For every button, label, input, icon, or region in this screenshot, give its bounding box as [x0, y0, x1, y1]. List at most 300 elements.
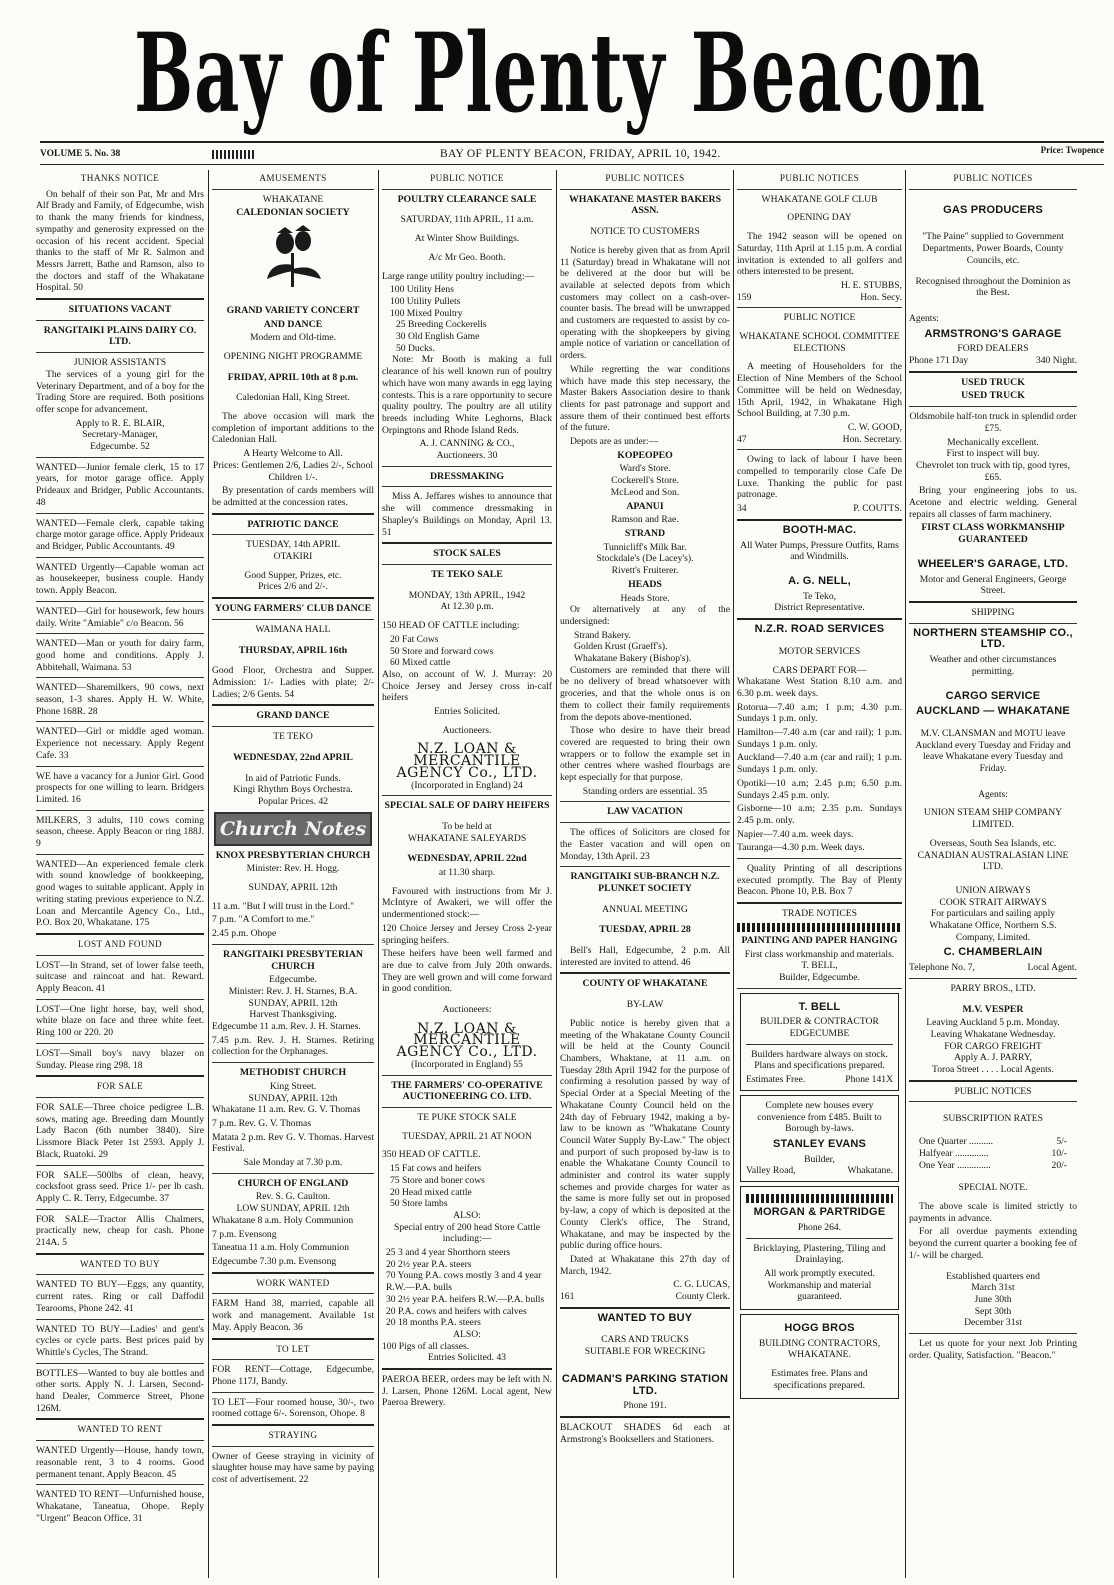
- notice-body: SUITABLE FOR WRECKING: [584, 1346, 706, 1358]
- timetable-row: Opotiki—10 a.m; 2.45 p.m; 6.50 p.m. Sundays 2.45 p.m. only.: [737, 777, 902, 801]
- event-title: PATRIOTIC DANCE: [247, 518, 339, 530]
- classified-ad: WANTED Urgently—Capable woman act as housekeeper, business couple. Handy town. Apply Beacon.: [36, 561, 204, 597]
- notice-title: WANTED TO BUY: [597, 1311, 693, 1324]
- notice-note: (Incorporated in England) 55: [411, 1058, 523, 1070]
- notice-subtitle: ANNUAL MEETING: [602, 903, 688, 915]
- ad-body: Leaving Whakatane Wednesday.: [930, 1028, 1056, 1040]
- advertiser-phone: Phone 264.: [797, 1221, 842, 1233]
- church-date: LOW SUNDAY, APRIL 12th: [236, 1203, 350, 1215]
- column-rule: [208, 170, 209, 1578]
- section-heading: LOST AND FOUND: [77, 938, 163, 949]
- ad-body: "The Paine" supplied to Government Departments, Power Boards, County Councils, etc.: [922, 231, 1064, 266]
- ad-body: Leaving Auckland 5 p.m. Monday.: [926, 1017, 1060, 1029]
- masthead: [20, 8, 1100, 140]
- ad-body: Estimates free. Plans and specifications prepared.: [771, 1368, 868, 1391]
- ad-body: Agents:: [978, 788, 1008, 800]
- classified-ad: FOR SALE—Tractor Allis Chalmers, practically new, cheap for cash. Phone 214A. 5: [36, 1213, 204, 1249]
- list-item: 20 2½ year P.A. steers: [386, 1258, 472, 1270]
- thistle-icon: [212, 225, 374, 299]
- event-note: Popular Prices. 42: [257, 795, 329, 807]
- notice-title: POULTRY CLEARANCE SALE: [397, 193, 537, 205]
- ad-body: Apply A. J. PARRY,: [954, 1052, 1032, 1064]
- nz-loan-logo: N.Z. LOAN & MERCANTILE AGENCY Co., LTD.: [396, 741, 538, 781]
- advertiser-name: HOGG BROS: [784, 1322, 855, 1335]
- church-service: 7 p.m. "A Comfort to me.": [212, 914, 315, 926]
- price: Price: Twopence: [1040, 145, 1104, 155]
- list-item: 70 Young P.A. cows mostly 3 and 4 year R.W.—P.A. bulls: [386, 1270, 542, 1294]
- ad-subheading: EDGECUMBE: [789, 1028, 850, 1040]
- dateline-bar: [40, 141, 1104, 165]
- column-5: [737, 170, 902, 1580]
- church-service: 7.45 p.m. Rev. J. H. Starnes. Retiring collection for the Orphanages.: [212, 1034, 374, 1058]
- classified-ad: LOST—Small boy's navy blazer on Sunday. Please ring 298. 18: [36, 1047, 204, 1071]
- advertiser-phone: Telephone No. 7, Local Agent.: [909, 962, 1077, 974]
- section-heading: WANTED TO BUY: [80, 1258, 160, 1269]
- notice-note: (Incorporated in England) 24: [411, 779, 523, 791]
- church-service: Edgecumbe 11 a.m. Rev. J. H. Starnes.: [212, 1021, 361, 1033]
- church-service: 2.45 p.m. Ohope: [212, 928, 277, 940]
- ad-body: Estimates Free. Phone 141X: [746, 1074, 893, 1086]
- event-title: AND DANCE: [263, 318, 323, 330]
- notice-signature: Auctioneers. 30: [436, 450, 498, 462]
- depot: Golden Krust (Graeff's).: [574, 641, 668, 653]
- org-name: WHAKATANE: [262, 193, 324, 205]
- nz-loan-logo: N.Z. LOAN & MERCANTILE AGENCY Co., LTD.: [396, 1020, 538, 1061]
- event-note: OPENING NIGHT PROGRAMME: [223, 350, 363, 362]
- church-notes-banner: Church Notes: [214, 812, 372, 846]
- section-heading: WORK WANTED: [256, 1277, 330, 1288]
- timetable-row: Tauranga—4.30 p.m. Week days.: [737, 842, 865, 854]
- ad-body: Builder, Edgecumbe.: [779, 971, 860, 983]
- timetable-row: Napier—7.40 a.m. week days.: [737, 828, 854, 840]
- notice-body: Bell's Hall, Edgecumbe, 2 p.m. All interested are invited to attend. 46: [560, 945, 730, 968]
- issue-date: BAY OF PLENTY BEACON, FRIDAY, APRIL 10, 1942.: [440, 148, 721, 160]
- advertiser-phone: Phone 191.: [623, 1400, 667, 1412]
- advertiser-name: PARRY BROS., LTD.: [950, 982, 1036, 994]
- list-item: 100 Utility Hens: [390, 284, 454, 296]
- advertiser-name: NORTHERN STEAMSHIP CO., LTD.: [913, 626, 1073, 651]
- ad-body: Overseas, South Sea Islands, etc.: [929, 837, 1057, 849]
- notice-note: Standing orders are essential. 35: [582, 785, 708, 797]
- notice-title: SPECIAL SALE OF DAIRY HEIFERS: [384, 800, 550, 812]
- timetable-row: Gisborne—10 a.m; 2.35 p.m. Sundays 2.45 p.m. only.: [737, 803, 902, 826]
- notice-date: SATURDAY, 11th APRIL, 11 a.m.: [400, 214, 534, 226]
- event-body: By presentation of cards members will be admitted at the concession rates.: [212, 485, 374, 508]
- column-2: [212, 170, 374, 1580]
- depot: Heads Store.: [620, 592, 670, 604]
- rates-heading: SUBSCRIPTION RATES: [943, 1113, 1043, 1125]
- ad-body: First class workmanship and materials.: [744, 948, 895, 960]
- ad-subheading: FORD DEALERS: [957, 343, 1029, 355]
- depot: Ramson and Rae.: [611, 514, 679, 526]
- classified-ad: WANTED TO RENT—Unfurnished house, Whakatane, Taneatua, Ohope. Reply "Urgent" Beacon Office. 31: [36, 1489, 204, 1524]
- column-6: [909, 170, 1077, 1580]
- event-note: In aid of Patriotic Funds.: [245, 772, 341, 784]
- section-heading: FOR SALE: [96, 1081, 144, 1092]
- notice-venue: WHAKATANE SALEYARDS: [407, 832, 527, 844]
- notice-venue: At Winter Show Buildings.: [414, 233, 520, 245]
- list-item: 30 2½ year P.A. heifers R.W.—P.A. bulls: [386, 1293, 545, 1305]
- classified-ad: WANTED—Girl for housework, few hours daily. Write "Amiable" c/o Beacon. 56: [36, 605, 204, 629]
- notice-subtitle: OPENING DAY: [787, 212, 852, 224]
- notice-body: While regretting the war conditions which have made this step necessary, the Master Bakers Association desire to thank clients for past patronage and support and assure them of their continued best efforts of the future.: [560, 363, 730, 434]
- ad-body: Weather and other circumstances permitting.: [929, 654, 1057, 677]
- classified-ad: BOTTLES—Wanted to buy ale bottles and other sorts. Apply N. J. Larsen, Second-hand Dealer, Commerce Street, Phone 126M.: [36, 1367, 204, 1414]
- church-service: 7 p.m. Rev. G. V. Thomas: [212, 1117, 312, 1129]
- notice-signature: 161 County Clerk.: [560, 1291, 730, 1303]
- church-service: Whakatane 11 a.m. Rev. G. V. Thomas: [212, 1104, 361, 1116]
- ad-body: Te Teko,: [802, 590, 837, 602]
- event-prices: Prices: Gentlemen 2/6, Ladies 2/-, School Children 1/-.: [212, 459, 374, 483]
- church-service: 11 a.m. "But I will trust in the Lord.": [212, 900, 355, 912]
- classified-ad: FOR RENT—Cottage, Edgecumbe, Phone 117J, Bandy.: [212, 1364, 374, 1387]
- notice-body: Also, on account of W. J. Murray: 20 Choice Jersey and Jersey cross in-calf heifers: [382, 668, 552, 704]
- ad-body: Agents:: [909, 312, 939, 324]
- event-body: The above occasion will mark the completion of important additions to the Caledonian Hall.: [212, 411, 374, 446]
- ad-contact: Secretary-Manager,: [82, 429, 158, 441]
- quarter-end: Sept 30th: [974, 1305, 1012, 1317]
- column-1: [36, 170, 204, 1580]
- event-venue: Caledonian Hall, King Street.: [236, 392, 350, 404]
- list-item: 50 Ducks.: [396, 342, 435, 354]
- notice-subtitle: TE PUKE STOCK SALE: [417, 1112, 517, 1123]
- ad-body: The services of a young girl for the Veterinary Department, and of a boy for the Trading Store are required. Both positions offer scope for advancement.: [36, 368, 204, 415]
- event-body: Good Floor, Orchestra and Supper. Admission: 1/- Ladies with plate; 2/- Ladies; 2/6 Gents. 54: [212, 665, 374, 700]
- list-item: 20 18 months P.A. steers: [386, 1317, 481, 1329]
- ad-body: COOK STRAIT AIRWAYS: [939, 896, 1047, 908]
- notice-signature: C. W. GOOD,: [847, 421, 902, 433]
- notice-body: Miss A. Jeffares wishes to announce that she will commence dressmaking in Shapley's Buildings on Monday, April 13. 51: [382, 491, 552, 538]
- classified-ad: LOST—In Strand, set of lower false teeth, suitcase and raincoat and hat. Reward. Apply Beacon. 41: [36, 959, 204, 995]
- column-3: [382, 170, 552, 1580]
- column-4: [560, 170, 730, 1580]
- church-location: Edgecumbe.: [269, 974, 317, 986]
- advertiser-name: C. CHAMBERLAIN: [943, 946, 1043, 959]
- section-heading: SHIPPING: [971, 606, 1015, 618]
- volume-number: VOLUME 5. No. 38: [40, 149, 121, 159]
- classified-ad: FARM Hand 38, married, capable all work and management. Available 1st May. Apply Beacon. 36: [212, 1298, 374, 1333]
- event-note: A Hearty Welcome to All.: [243, 448, 343, 460]
- church-service: Edgecumbe 7.30 p.m. Evensong: [212, 1256, 337, 1267]
- list-item: 30 Old English Game: [396, 331, 480, 343]
- notice-body: Customers are reminded that there will be no delivery of bread whatsoever with groceries, and that the whole onus is on them to collect their family requirements from the depots above-mentioned.: [560, 664, 730, 723]
- church-service: 7 p.m. Evensong: [212, 1228, 277, 1240]
- column-rule: [378, 170, 379, 1578]
- notice-date: MONDAY, 13th APRIL, 1942: [408, 589, 526, 601]
- notice-body: CARS AND TRUCKS: [601, 1334, 689, 1346]
- ad-body: For all overdue payments extending beyond the current quarter a booking fee of 1/- will be charged.: [909, 1226, 1077, 1261]
- ad-body: Chevrolet ton truck with tip, good tyres, £65.: [915, 459, 1070, 483]
- ad-box: [740, 1186, 899, 1310]
- ad-title: AUCKLAND — WHAKATANE: [916, 705, 1070, 718]
- classified-ad: PAEROA BEER, orders may be left with N. J. Larsen, Phone 126M. Local agent, New Paeroa Brewery.: [382, 1374, 552, 1409]
- notice-date: WEDNESDAY, APRIL 22nd: [407, 853, 527, 865]
- church-minister: Minister: Rev. H. Hogg.: [246, 863, 340, 875]
- ad-body: Let us quote for your next Job Printing order. Quality, Satisfaction. "Beacon.": [909, 1338, 1077, 1361]
- column-rule: [556, 170, 557, 1578]
- decorative-border: [746, 1194, 893, 1203]
- ad-title: M.V. VESPER: [962, 1003, 1024, 1015]
- classified-ad: WANTED TO BUY—Eggs, any quantity, current rates. Ring or call Daffodil Tearooms, Phone 242. 41: [36, 1279, 204, 1314]
- notice-note: Auctioneers.: [442, 724, 492, 736]
- ad-subheading: MOTOR SERVICES: [778, 645, 861, 657]
- list-item: 50 Store lambs: [390, 1198, 448, 1210]
- depot-area: HEADS: [628, 578, 662, 590]
- rate-row: Halfyear .............. 10/-: [919, 1147, 1067, 1159]
- list-item: 25 Breeding Cockerells: [396, 319, 487, 331]
- notice-body: 120 Choice Jersey and Jersey Cross 2-year springing heifers.: [382, 922, 552, 946]
- classified-ad: WANTED Urgently—House, handy town, reasonable rent, 3 to 4 rooms. Good permanent tenant. Apply Beacon. 45: [36, 1445, 204, 1480]
- classified-ad: TO LET—Four roomed house, 30/-, two roomed cottage 6/-. Sorenson, Ohope. 8: [212, 1396, 374, 1420]
- advertiser-name: MORGAN & PARTRIDGE: [753, 1206, 886, 1219]
- ad-body: FIRST CLASS WORKMANSHIP GUARANTEED: [921, 522, 1065, 546]
- church-service: Whakatane 8 a.m. Holy Communion: [212, 1214, 354, 1226]
- rate-row: One Quarter .......... 5/-: [919, 1136, 1067, 1148]
- ad-subheading: BUILDING CONTRACTORS,: [758, 1337, 881, 1349]
- depot-area: STRAND: [624, 527, 666, 539]
- notice-title: STOCK SALES: [433, 548, 501, 560]
- event-title: GRAND VARIETY CONCERT: [226, 304, 360, 316]
- event-note: Modern and Old-time.: [249, 332, 337, 344]
- church-name: RANGITAIKI PRESBYTERIAN CHURCH: [223, 948, 363, 972]
- list-item: 100 Mixed Poultry: [390, 307, 463, 319]
- poultry-list: [382, 284, 552, 354]
- notice-date: TUESDAY, APRIL 28: [599, 924, 691, 936]
- notice-time: at 11.30 sharp.: [438, 867, 496, 879]
- quarter-end: June 30th: [974, 1293, 1012, 1305]
- notice-title: PUBLIC NOTICE: [783, 312, 856, 324]
- classified-ad: MILKERS, 3 adults, 110 cows coming season, cheese. Apply Beacon or ring 188J. 9: [36, 814, 204, 850]
- ad-body: First to inspect will buy.: [946, 448, 1040, 460]
- notice-account: A/c Mr Geo. Booth.: [428, 251, 506, 263]
- ad-subheading: BUILDER & CONTRACTOR: [760, 1016, 879, 1028]
- section-heading: STRAYING: [268, 1430, 318, 1441]
- notice-note: ALSO:: [453, 1209, 481, 1221]
- ad-title: SPECIAL NOTE.: [958, 1182, 1028, 1194]
- notice-body: Favoured with instructions from Mr J. McIntyre of Awakeri, we will offer the undermentioned stock:—: [382, 885, 552, 921]
- ad-body: All work promptly executed. Workmanship and material guaranteed.: [764, 1267, 875, 1303]
- depot-area: APANUI: [626, 500, 664, 512]
- church-name: KNOX PRESBYTERIAN CHURCH: [215, 849, 371, 861]
- ad-subheading: WHAKATANE.: [788, 1349, 851, 1361]
- notice-body: Special entry of 200 head Store Cattle including:—: [394, 1221, 540, 1245]
- advertiser-name: N.Z.R. ROAD SERVICES: [754, 623, 885, 636]
- notice-note: To be held at: [442, 820, 492, 832]
- section-heading: TRADE NOTICES: [782, 908, 857, 920]
- ad-body: FOR CARGO FREIGHT: [944, 1040, 1042, 1052]
- church-date: SUNDAY, APRIL 12th: [248, 1092, 338, 1104]
- notice-signature: H. E. STUBBS,: [840, 279, 902, 291]
- notice-title: RANGITAIKI SUB-BRANCH N.Z. PLUNKET SOCIETY: [570, 871, 720, 894]
- ad-body: CANADIAN AUSTRALASIAN LINE LTD.: [917, 849, 1069, 873]
- notice-title: DRESSMAKING: [429, 470, 505, 482]
- notice-title: WHAKATANE MASTER BAKERS ASSN.: [568, 193, 722, 217]
- event-date: THURSDAY, APRIL 16th: [238, 644, 348, 656]
- ad-body: Quality Printing of all descriptions executed promptly. The Bay of Plenty Beacon. Phone 10, P.B. Box 7: [737, 863, 902, 898]
- notice-body: Public notice is hereby given that a meeting of the Whakatane County Council will be held at the County Council Chambers, Whaktane, at 11 a.m. on Tuesday 28th April 1942 for the purpose of confirming a resolution passed by way of Special Order at a Special Meeting of the Whakatane County Council held on the 24th day of February 1942, making a by-law to be known as "Whakatane County Council Water Supply By-Law." The object and purport of such proposed by-law is to enable the Whakatane County Council to administer and control its water supply schemes and provide charges for water as the same is more fully set out in proposed by-law, a copy of which is deposited at the County Clerk's office, The Strand, Whakatane, and may be inspected by the public during office hours.: [560, 1017, 730, 1252]
- notice-note: Entries Solicited. 43: [427, 1352, 507, 1364]
- ad-body: T. BELL,: [801, 960, 838, 972]
- ad-box: [740, 1314, 899, 1399]
- ad-body: Established quarters end: [946, 1270, 1040, 1282]
- list-item: 50 Store and forward cows: [390, 645, 494, 657]
- depot-area: KOPEOPEO: [617, 449, 673, 461]
- notice-body: Or alternatively at any of the undersigned:: [560, 604, 730, 627]
- ad-title: USED TRUCK: [961, 390, 1025, 402]
- ad-box: [740, 1095, 899, 1182]
- notice-note: ALSO:: [453, 1328, 481, 1340]
- advertiser-phone: Phone 171 Day 340 Night.: [909, 355, 1077, 367]
- list-item: 100 Pigs of all classes.: [382, 1340, 470, 1352]
- advertiser-name: CADMAN'S PARKING STATION LTD.: [561, 1372, 729, 1397]
- depot: Whakatane Bakery (Bishop's).: [574, 653, 692, 665]
- notice-body: 150 HEAD OF CATTLE including:: [382, 620, 520, 632]
- notice-body: Large range utility poultry including:—: [382, 270, 535, 282]
- notice-note: Auctioneers:: [442, 1004, 492, 1016]
- section-heading: PUBLIC NOTICES: [954, 1085, 1032, 1097]
- notice-body: Owing to lack of labour I have been compelled to temporarily close Cafe De Luxe. Thanking the public for past patronage.: [737, 454, 902, 501]
- classified-ad: WANTED—Girl or middle aged woman. Experience not necessary. Apply Regent Cafe. 33: [36, 726, 204, 761]
- classified-ad: Owner of Geese straying in vicinity of slaughter house may have same by paying cost of advertisement. 22: [212, 1450, 374, 1486]
- ad-body: UNION STEAM SHIP COMPANY LIMITED.: [923, 807, 1063, 831]
- church-name: METHODIST CHURCH: [239, 1067, 347, 1079]
- ad-body: Builder,: [804, 1153, 835, 1165]
- notice-title: WHAKATANE GOLF CLUB: [761, 193, 878, 205]
- church-location: King Street.: [269, 1080, 317, 1092]
- depot: Ward's Store.: [619, 463, 671, 475]
- notice-body: Dated at Whakatane this 27th day of March, 1942.: [560, 1253, 730, 1277]
- advertiser-name: RANGITAIKI PLAINS DAIRY CO. LTD.: [43, 324, 197, 348]
- timetable-row: Whakatane West Station 8.10 a.m. and 6.30 p.m. week days.: [737, 676, 902, 699]
- section-heading: PUBLIC NOTICES: [779, 173, 860, 183]
- list-item: 75 Store and boner cows: [390, 1174, 485, 1186]
- event-title: GRAND DANCE: [256, 710, 330, 722]
- notice-body: A meeting of Householders for the Election of Nine Members of the School Committee will be held on Wednesday, 15th April, 1942, in Whakatane High School Building, at 7.30 p.m.: [737, 361, 902, 420]
- depot: Cockerell's Store.: [611, 475, 679, 487]
- advertiser-name: T. BELL: [798, 1000, 841, 1013]
- section-heading: THANKS NOTICE: [80, 173, 160, 183]
- event-venue: TE TEKO: [273, 731, 313, 743]
- list-item: 20 P.A. cows and heifers with calves: [386, 1305, 527, 1317]
- depot: Strand Bakery.: [574, 629, 631, 641]
- classified-ad: WANTED—Female clerk, capable taking charge motor garage office. Apply Prideaux and Bridger, Public Accountants. 49: [36, 517, 204, 552]
- classified-ad: WE have a vacancy for a Junior Girl. Good prospects for one willing to learn. Bridgers Limited. 16: [36, 770, 204, 805]
- ad-body: District Representative.: [774, 602, 865, 614]
- ad-box: [740, 993, 899, 1091]
- notice-body: 350 HEAD OF CATTLE.: [382, 1149, 481, 1161]
- event-prices: Prices 2/6 and 2/-.: [258, 581, 328, 593]
- classified-ad: BLACKOUT SHADES 6d each at Armstrong's Booksellers and Stationers.: [560, 1421, 730, 1445]
- church-service: Taneatua 11 a.m. Holy Communion: [212, 1242, 349, 1254]
- ad-body: Motor and General Engineers, George Street.: [919, 573, 1067, 597]
- rate-row: One Year .............. 20/-: [919, 1159, 1067, 1171]
- notice-signature: 34 P. COUTTS.: [737, 503, 902, 515]
- ad-body: Toroa Street . . . . Local Agents.: [932, 1064, 1054, 1076]
- notice-signature: A. J. CANNING & CO.,: [419, 438, 515, 450]
- list-item: 15 Fat cows and heifers: [390, 1163, 482, 1175]
- church-date: SUNDAY, APRIL 12th: [248, 882, 338, 894]
- classified-ad: FOR SALE—500lbs of clean, heavy, cocksfoot grass seed. Price 1/- per lb cash. Apply C. R. Terry, Edgecumbe. 37: [36, 1169, 204, 1204]
- section-heading: PUBLIC NOTICES: [953, 173, 1033, 183]
- ad-body: Builders hardware always on stock. Plans and specifications prepared.: [751, 1048, 888, 1072]
- thanks-notice: On behalf of their son Pat, Mr and Mrs Alf Brady and Family, of Edgecumbe, wish to thank the many friends for kindness, sympathy and generosity expressed on the occasion of his recent accident. Special thanks to the staff of Mr R. Salmon and Messrs Jarrett, Bathe and Ramson, also to the doctors and staff of the Whakatane Hospital. 50: [36, 188, 204, 294]
- notice-body: Notice is hereby given that as from April 11 (Saturday) bread in Whakatane will not be delivered at the door but will be available at selected depots from which customers may collect on a cash-over-counter basis. The bread will be unwrapped and customers are requested to assist by co-operating with the shopkeepers by giving ample notice of variation or cancellation of orders.: [560, 244, 730, 362]
- notice-signature: 159 Hon. Secy.: [737, 291, 902, 303]
- notice-subtitle: BY-LAW: [626, 999, 664, 1011]
- depot: Rivett's Fruiterer.: [611, 565, 679, 577]
- event-title: YOUNG FARMERS' CLUB DANCE: [214, 603, 372, 615]
- notice-body: The 1942 season will be opened on Saturday, 11th April at 1.15 p.m. A cordial invitation is extended to all golfers and others interested to be present.: [737, 231, 902, 278]
- church-note: Harvest Thanksgiving.: [249, 1009, 337, 1021]
- ad-body: Bring your engineering jobs to us. Acetone and electric welding. General repairs all classes of farm machinery.: [909, 485, 1077, 520]
- timetable-row: Rotorua—7.40 a.m; 1 p.m; 4.30 p.m. Sundays 1 p.m. only.: [737, 701, 902, 725]
- advertiser-name: GAS PRODUCERS: [943, 203, 1043, 216]
- timetable-row: Auckland—7.40 a.m (car and rail); 1 p.m. Sundays 1 p.m. only.: [737, 752, 902, 776]
- quarter-end: March 31st: [971, 1282, 1015, 1294]
- advertiser-name: A. G. NELL,: [788, 574, 851, 587]
- event-date: TUESDAY, 14th APRIL: [245, 539, 341, 551]
- notice-body: Note: Mr Booth is making a full clearance of his well known run of poultry which have won many awards in egg laying contests. This is a rare opportunity to secure quality poultry. The poultry are all utility breeds including White Leghorns, Black Orpingtons and Rhode Island Reds.: [382, 354, 552, 436]
- decorative-border: [737, 923, 902, 932]
- list-item: 20 Fat Cows: [390, 633, 439, 645]
- classified-ad: WANTED—Sharemilkers, 90 cows, next season, 1-3 shares. Apply H. W. White, Phone 168R. 28: [36, 682, 204, 717]
- column-rule: [905, 170, 906, 1578]
- ad-body: The above scale is limited strictly to payments in advance.: [909, 1201, 1077, 1224]
- ornament-icon: [212, 150, 256, 159]
- event-note: Kingi Rhythm Boys Orchestra.: [233, 784, 353, 796]
- section-heading: PUBLIC NOTICE: [430, 173, 504, 183]
- org-name: CALEDONIAN SOCIETY: [236, 207, 350, 219]
- event-date: WEDNESDAY, 22nd APRIL: [233, 751, 353, 763]
- notice-title: THE FARMERS' CO-OPERATIVE AUCTIONEERING CO. LTD.: [391, 1079, 543, 1103]
- notice-date: TUESDAY, APRIL 21 AT NOON: [402, 1130, 532, 1142]
- masthead-title: Bay of Plenty Beacon: [133, 8, 987, 138]
- notice-time: At 12.30 p.m.: [440, 601, 494, 613]
- ad-body: For particulars and sailing apply Whakatane Office, Northern S.S. Company, Limited.: [929, 908, 1057, 943]
- classified-ad: WANTED—An experienced female clerk with sound knowledge of bookkeeping, good wages to suitable applicant. Apply in writing stating previous experience to N.Z. Loan and Mercantile Agency Co., Ltd., P.O. Box 20, Whakatane. 175: [36, 858, 204, 929]
- quarter-end: December 31st: [964, 1317, 1022, 1329]
- column-rule: [733, 170, 734, 1578]
- church-name: CHURCH OF ENGLAND: [237, 1177, 349, 1189]
- classified-ad: WANTED—Junior female clerk, 15 to 17 years, for motor garage office. Apply Prideaux and Bridger, Public Accountants. 48: [36, 461, 204, 508]
- classified-ad: WANTED TO BUY—Ladies' and gent's cycles or cycle parts. Best prices paid by Whittle's Cycles, The Strand.: [36, 1323, 204, 1358]
- notice-body: These heifers have been well farmed and are due to calve from July 20th onwards. They are well grown and will come forward in good condition.: [382, 948, 552, 995]
- section-heading: SITUATIONS VACANT: [68, 304, 172, 316]
- section-heading: TO LET: [276, 1343, 310, 1354]
- event-note: Good Supper, Prizes, etc.: [244, 569, 342, 581]
- notice-note: Entries Solicited.: [433, 706, 501, 718]
- notice-body: The offices of Solicitors are closed for the Easter vacation and will open on Monday, 13th April. 23: [560, 827, 730, 862]
- church-service: Matata 2 p.m. Rev G. V. Thomas. Harvest Festival.: [212, 1131, 374, 1155]
- church-note: Sale Monday at 7.30 p.m.: [243, 1157, 343, 1169]
- ad-body: M.V. CLANSMAN and MOTU leave Auckland every Tuesday and Friday and leave Whakatane every Tuesday and Friday.: [915, 727, 1071, 775]
- notice-note: Depots are as under:—: [570, 436, 659, 448]
- section-heading: AMUSEMENTS: [259, 173, 327, 183]
- event-venue: WAIMANA HALL: [255, 623, 331, 635]
- ad-body: Oldsmobile half-ton truck in splendid order £75.: [909, 411, 1077, 434]
- classified-ad: WANTED—Man or youth for dairy farm, good home and conditions. Apply J. Abbitehall, Waimana. 53: [36, 638, 204, 673]
- rates-table: [919, 1136, 1067, 1171]
- notice-signature: C. G. LUCAS,: [673, 1279, 730, 1291]
- section-heading: PUBLIC NOTICES: [605, 173, 685, 183]
- notice-signature: 47 Hon. Secretary.: [737, 433, 902, 445]
- ad-body: UNION AIRWAYS: [955, 884, 1031, 896]
- church-minister: Rev. S. G. Caulton.: [255, 1191, 331, 1203]
- ad-title: USED TRUCK: [961, 376, 1025, 388]
- notice-subtitle: TE TEKO SALE: [431, 568, 503, 580]
- depot: Tunnicliff's Milk Bar.: [603, 541, 687, 553]
- ad-subheading: CARS DEPART FOR—: [772, 664, 867, 676]
